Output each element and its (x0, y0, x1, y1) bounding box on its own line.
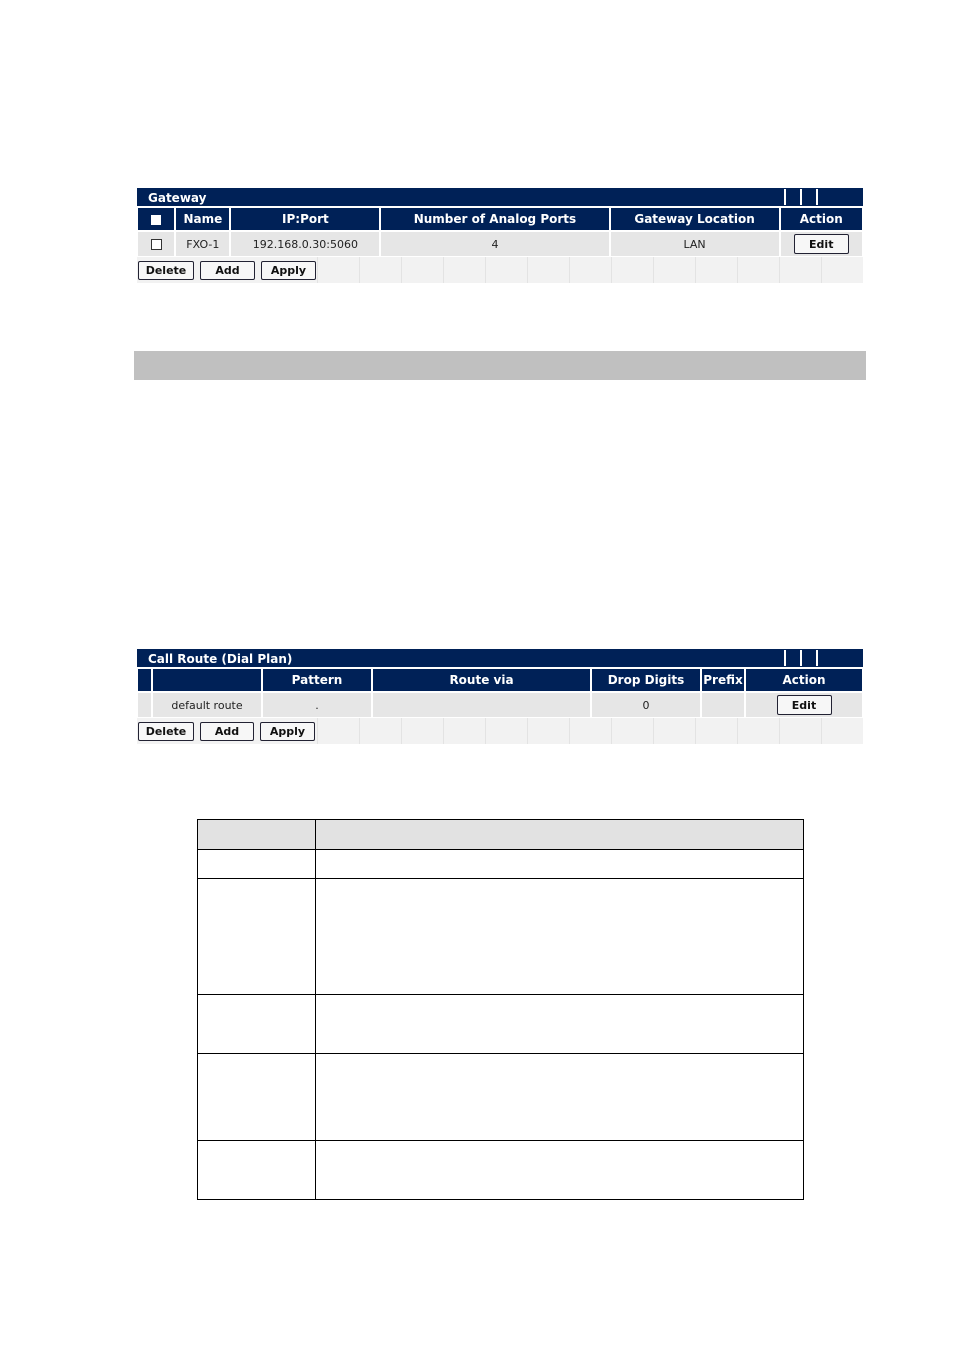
gateway-title: Gateway (148, 191, 207, 205)
route-action-cell (746, 691, 862, 717)
gateway-panel (137, 188, 863, 283)
apply-button[interactable]: Apply (261, 261, 316, 280)
column-header-name: Name (176, 206, 229, 230)
table-row (198, 850, 804, 879)
column-header-route-via: Route via (373, 667, 590, 691)
table-header-row (138, 667, 862, 691)
gateway-table (136, 206, 864, 256)
title-bar-decoration (784, 189, 862, 205)
table-row (138, 691, 862, 717)
row-select-checkbox[interactable] (138, 230, 174, 256)
column-header-select (138, 667, 151, 691)
section-separator-band (134, 351, 866, 380)
table-header-row (138, 206, 862, 230)
gateway-title-bar (137, 188, 863, 206)
column-header-route-name (153, 667, 261, 691)
edit-button[interactable]: Edit (777, 695, 832, 715)
checkbox-icon (151, 239, 162, 250)
checkbox-icon (151, 215, 161, 225)
add-button[interactable]: Add (200, 722, 254, 741)
gateway-name: FXO-1 (176, 230, 229, 256)
row-select-cell (138, 691, 151, 717)
delete-button[interactable]: Delete (138, 722, 194, 741)
call-route-panel (137, 649, 863, 744)
title-bar-decoration (784, 650, 862, 666)
gateway-button-row (137, 256, 863, 283)
call-route-table (136, 667, 864, 717)
column-header-prefix: Prefix (702, 667, 744, 691)
route-prefix (702, 691, 744, 717)
gateway-analog-ports: 4 (381, 230, 608, 256)
table-row (198, 1054, 804, 1141)
add-button[interactable]: Add (200, 261, 255, 280)
select-all-checkbox[interactable] (138, 206, 174, 230)
table-row (138, 230, 862, 256)
call-route-button-row (137, 717, 863, 744)
description-table (197, 819, 804, 1200)
column-header-action: Action (781, 206, 862, 230)
route-drop-digits: 0 (592, 691, 700, 717)
table-row (198, 879, 804, 995)
delete-button[interactable]: Delete (138, 261, 194, 280)
call-route-title-bar (137, 649, 863, 667)
route-name: default route (153, 691, 261, 717)
column-header-analog-ports: Number of Analog Ports (381, 206, 608, 230)
column-header-ip-port: IP:Port (231, 206, 379, 230)
route-via (373, 691, 590, 717)
table-row (198, 1141, 804, 1200)
call-route-title: Call Route (Dial Plan) (148, 652, 293, 666)
column-header-pattern: Pattern (263, 667, 371, 691)
edit-button[interactable]: Edit (794, 234, 849, 254)
column-header-action: Action (746, 667, 862, 691)
column-header-drop-digits: Drop Digits (592, 667, 700, 691)
column-header-gateway-location: Gateway Location (611, 206, 779, 230)
apply-button[interactable]: Apply (260, 722, 315, 741)
route-pattern: . (263, 691, 371, 717)
table-row (198, 995, 804, 1054)
gateway-location: LAN (611, 230, 779, 256)
table-header-row (198, 820, 804, 850)
gateway-action-cell (781, 230, 862, 256)
gateway-ip-port: 192.168.0.30:5060 (231, 230, 379, 256)
